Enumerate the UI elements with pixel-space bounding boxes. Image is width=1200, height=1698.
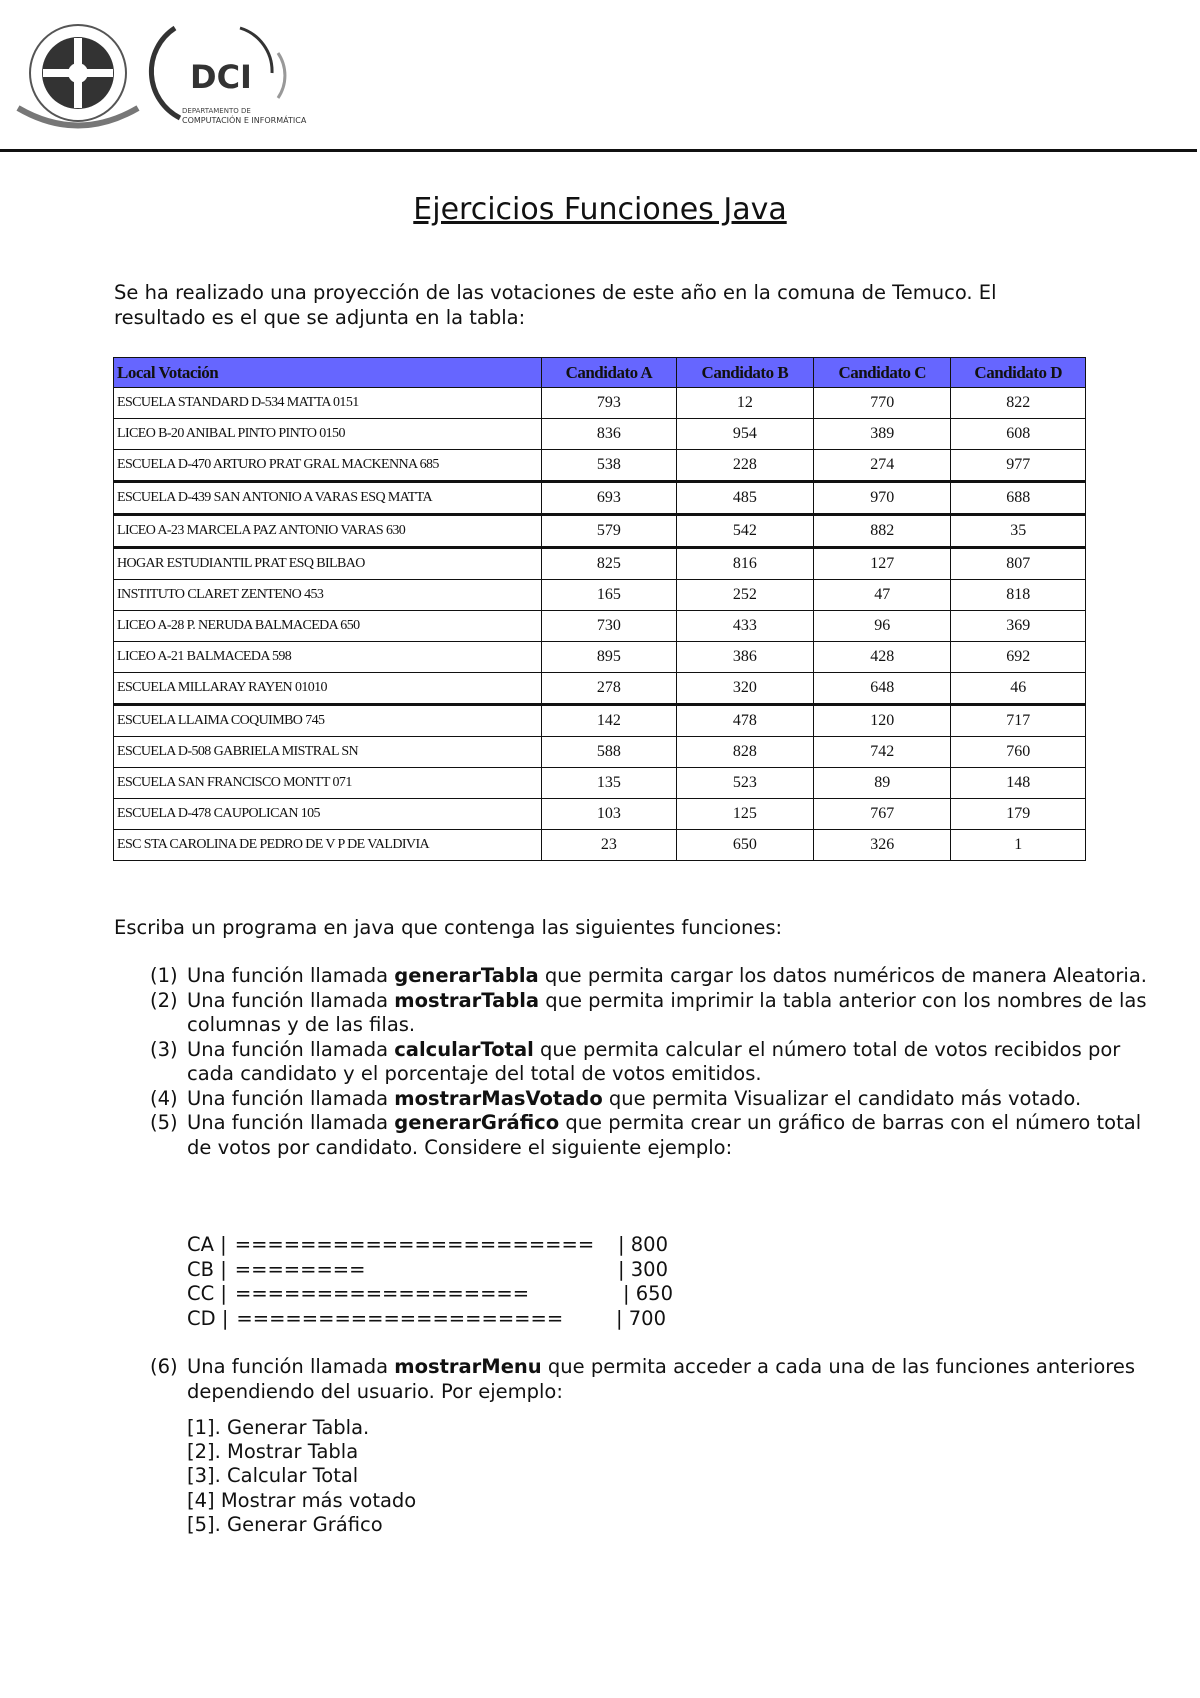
vote-count-cell: 278 [542,673,677,705]
svg-text:COMPUTACIÓN E INFORMÁTICA: COMPUTACIÓN E INFORMÁTICA [182,116,307,125]
item-text: Una función llamada [187,988,395,1012]
vote-count-cell: 793 [542,388,677,419]
vote-count-cell: 767 [814,799,951,830]
bar-label: CC | [187,1282,227,1305]
item-text: que permita Visualizar el candidato más votado. [602,1086,1082,1110]
function-item [150,964,1150,989]
function-name: generarGráfico [394,1111,560,1134]
menu-option: [1]. Generar Tabla. [187,1416,370,1439]
menu-option: [3]. Calcular Total [187,1464,359,1488]
item-text: que permita calcular el número total de votos recibidos por cada candidato y el porcentaje del total de votos emitidos. [187,1037,1121,1085]
vote-count-cell: 320 [676,673,813,705]
polling-place-cell: HOGAR ESTUDIANTIL PRAT ESQ BILBAO [114,548,542,580]
vote-count-cell: 165 [542,580,677,611]
instructions-paragraph: Escriba un programa en java que contenga las siguientes funciones: [114,916,783,939]
table-row [114,388,1086,419]
vote-count-cell: 47 [814,580,951,611]
menu-option: [2]. Mostrar Tabla [187,1440,359,1464]
polling-place-cell: LICEO B-20 ANIBAL PINTO PINTO 0150 [114,419,542,450]
vote-count-cell: 142 [542,705,677,737]
vote-count-cell: 836 [542,419,677,450]
item-text: Una función llamada [187,1037,395,1061]
example-bar-row [187,1258,673,1283]
item-number: (1) [150,964,178,987]
page-title: Ejercicios Funciones Java [413,192,787,227]
polling-place-cell: ESCUELA D-470 ARTURO PRAT GRAL MACKENNA 685 [114,450,542,482]
university-seal-logo [18,25,138,126]
vote-count-cell: 693 [542,482,677,515]
bar-mark: ====================== [234,1233,595,1256]
polling-place-cell: ESCUELA STANDARD D-534 MATTA 0151 [114,388,542,419]
vote-count-cell: 274 [814,450,951,482]
table-row [114,515,1086,548]
header-logos [10,18,310,133]
vote-count-cell: 1 [951,830,1086,861]
vote-count-cell: 730 [542,611,677,642]
table-row [114,482,1086,515]
vote-count-cell: 954 [676,419,813,450]
vote-count-cell: 96 [814,611,951,642]
item-text: Una función llamada [187,1111,395,1134]
bar-label: CA | [187,1233,227,1256]
bar-value: | 650 [623,1282,673,1305]
vote-count-cell: 485 [676,482,813,515]
item-text: que permita imprimir la tabla anterior con los nombres de las columnas y de las filas. [187,988,1147,1036]
bar-lead [187,1258,612,1283]
bar-mark: ================== [235,1282,530,1305]
function-item [150,989,1150,1038]
function-item [150,1111,1150,1160]
vote-count-cell: 428 [814,642,951,673]
vote-count-cell: 648 [814,673,951,705]
function-list [150,964,1150,1160]
vote-count-cell: 742 [814,737,951,768]
vote-count-cell: 369 [951,611,1086,642]
vote-count-cell: 822 [951,388,1086,419]
polling-place-cell: ESCUELA MILLARAY RAYEN 01010 [114,673,542,705]
vote-count-cell: 816 [676,548,813,580]
polling-place-cell: INSTITUTO CLARET ZENTENO 453 [114,580,542,611]
bar-lead [187,1282,617,1307]
vote-count-cell: 120 [814,705,951,737]
item-text: que permita cargar los datos numéricos de manera Aleatoria. [538,964,1147,987]
function-name: calcularTotal [394,1037,534,1061]
vote-count-cell: 977 [951,450,1086,482]
vote-count-cell: 608 [951,419,1086,450]
function-name: mostrarMenu [394,1355,542,1378]
bar-label: CD | [187,1306,229,1330]
example-bar-row [187,1233,673,1258]
intro-paragraph: Se ha realizado una proyección de las votaciones de este año en la comuna de Temuco. El resultado es el que se adjunta en la tabla: [114,281,997,329]
polling-place-cell: ESCUELA D-508 GABRIELA MISTRAL SN [114,737,542,768]
vote-count-cell: 882 [814,515,951,548]
vote-count-cell: 523 [676,768,813,799]
item-text: que permita crear un gráfico de barras con el número total de votos por candidato. Considere el siguiente ejemplo: [187,1111,1142,1159]
vote-count-cell: 89 [814,768,951,799]
table-row [114,768,1086,799]
vote-count-cell: 228 [676,450,813,482]
svg-text:DEPARTAMENTO DE: DEPARTAMENTO DE [182,107,251,115]
table-row [114,450,1086,482]
item-text: que permita acceder a cada una de las funciones anteriores dependiendo del usuario. Por ejemplo: [187,1355,1135,1403]
table-row [114,580,1086,611]
item-number: (3) [150,1037,178,1061]
menu-option: [4] Mostrar más votado [187,1488,417,1512]
item-text: Una función llamada [187,964,395,987]
vote-count-cell: 326 [814,830,951,861]
polling-place-cell: ESCUELA SAN FRANCISCO MONTT 071 [114,768,542,799]
example-bar-row [187,1282,673,1307]
bar-lead [187,1307,610,1332]
function-name: generarTabla [394,964,539,987]
votes-table [113,357,1086,861]
bar-value: | 300 [618,1257,668,1281]
vote-count-cell: 125 [676,799,813,830]
function-item [150,1038,1150,1087]
table-row [114,737,1086,768]
example-bar-row [187,1307,673,1332]
vote-count-cell: 538 [542,450,677,482]
function-name: mostrarTabla [394,988,540,1012]
table-row [114,548,1086,580]
svg-text:DCI: DCI [190,58,252,96]
item-text: Una función llamada [187,1086,395,1110]
bar-mark: ======== [234,1257,366,1281]
table-row [114,611,1086,642]
vote-count-cell: 717 [951,705,1086,737]
vote-count-cell: 179 [951,799,1086,830]
table-row [114,830,1086,861]
vote-count-cell: 478 [676,705,813,737]
polling-place-cell: LICEO A-23 MARCELA PAZ ANTONIO VARAS 630 [114,515,542,548]
vote-count-cell: 818 [951,580,1086,611]
vote-count-cell: 23 [542,830,677,861]
polling-place-cell: ESCUELA D-439 SAN ANTONIO A VARAS ESQ MATTA [114,482,542,515]
vote-count-cell: 825 [542,548,677,580]
vote-count-cell: 895 [542,642,677,673]
dci-logo [151,28,306,125]
vote-count-cell: 807 [951,548,1086,580]
polling-place-cell: ESC STA CAROLINA DE PEDRO DE V P DE VALDIVIA [114,830,542,861]
example-bar-chart [187,1233,673,1331]
column-header: Candidato A [542,358,677,388]
item-number: (5) [150,1111,178,1134]
vote-count-cell: 35 [951,515,1086,548]
header-divider [0,149,1197,152]
bar-mark: ==================== [236,1306,564,1330]
bar-value: | 700 [616,1306,666,1330]
item-number: (4) [150,1086,178,1110]
function-name: mostrarMasVotado [394,1086,603,1110]
polling-place-cell: LICEO A-21 BALMACEDA 598 [114,642,542,673]
vote-count-cell: 148 [951,768,1086,799]
column-header: Local Votación [114,358,542,388]
bar-label: CB | [187,1257,227,1281]
item-text: Una función llamada [187,1355,395,1378]
table-header-row [114,358,1086,388]
bar-lead [187,1233,612,1258]
vote-count-cell: 760 [951,737,1086,768]
item-number: (6) [150,1355,178,1378]
polling-place-cell: ESCUELA LLAIMA COQUIMBO 745 [114,705,542,737]
table-row [114,673,1086,705]
vote-count-cell: 692 [951,642,1086,673]
vote-count-cell: 46 [951,673,1086,705]
table-row [114,642,1086,673]
column-header: Candidato B [676,358,813,388]
vote-count-cell: 588 [542,737,677,768]
menu-example [187,1416,416,1537]
vote-count-cell: 542 [676,515,813,548]
vote-count-cell: 252 [676,580,813,611]
bar-value: | 800 [618,1233,668,1256]
vote-count-cell: 135 [542,768,677,799]
polling-place-cell: ESCUELA D-478 CAUPOLICAN 105 [114,799,542,830]
vote-count-cell: 127 [814,548,951,580]
vote-count-cell: 970 [814,482,951,515]
vote-count-cell: 770 [814,388,951,419]
column-header: Candidato C [814,358,951,388]
vote-count-cell: 828 [676,737,813,768]
table-row [114,419,1086,450]
column-header: Candidato D [951,358,1086,388]
vote-count-cell: 386 [676,642,813,673]
vote-count-cell: 389 [814,419,951,450]
polling-place-cell: LICEO A-28 P. NERUDA BALMACEDA 650 [114,611,542,642]
table-row [114,705,1086,737]
vote-count-cell: 688 [951,482,1086,515]
function-item-6 [150,1355,1150,1404]
vote-count-cell: 650 [676,830,813,861]
table-row [114,799,1086,830]
function-item [150,1087,1150,1112]
vote-count-cell: 579 [542,515,677,548]
vote-count-cell: 12 [676,388,813,419]
item-number: (2) [150,988,178,1012]
vote-count-cell: 433 [676,611,813,642]
vote-count-cell: 103 [542,799,677,830]
menu-option: [5]. Generar Gráfico [187,1512,383,1536]
